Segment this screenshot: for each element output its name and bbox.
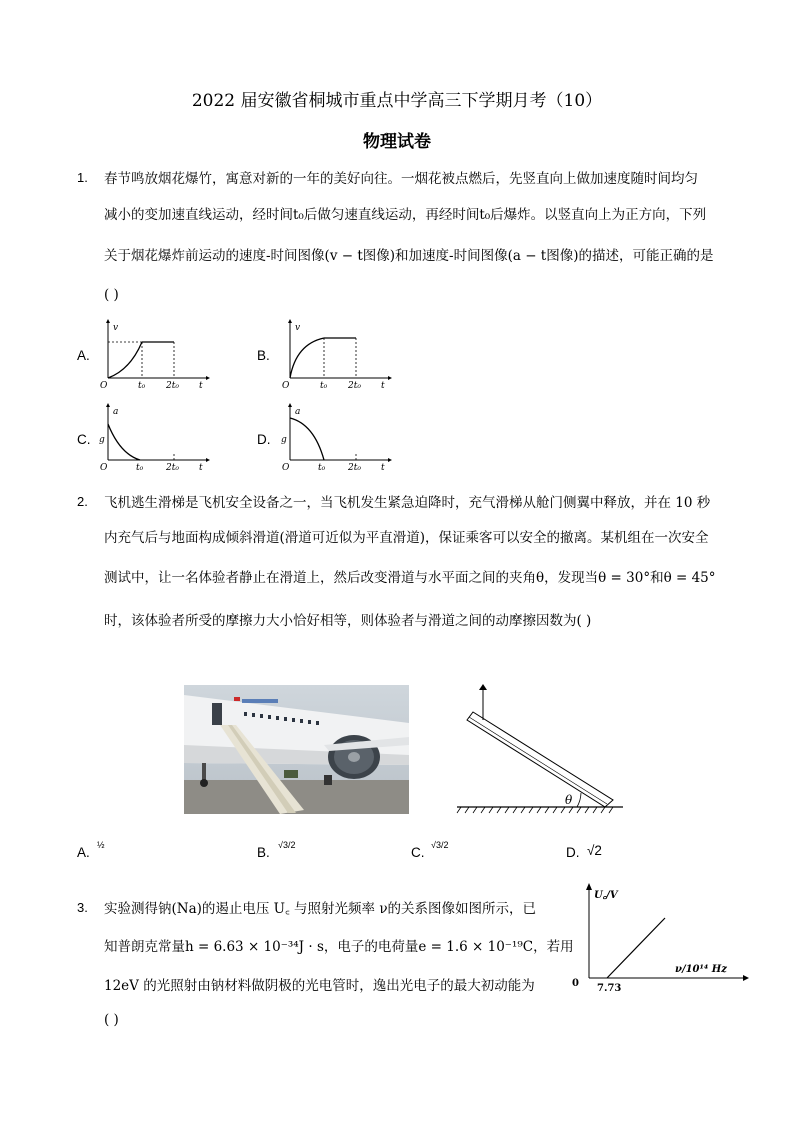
question-text-line: 减小的变加速直线运动，经时间t₀后做匀速直线运动，再经时间t₀后爆炸。以竖直向上为正方向，下列 bbox=[104, 207, 707, 223]
question-text-line: 飞机逃生滑梯是飞机安全设备之一，当飞机发生紧急迫降时，充气滑梯从舱门侧翼中释放，并在 10 秒 bbox=[104, 495, 711, 511]
question-number: 3. bbox=[77, 900, 88, 915]
slide-incline-diagram bbox=[455, 684, 625, 819]
g-label: g bbox=[281, 435, 287, 445]
option-value: ½ bbox=[97, 840, 105, 850]
question-text-line: 测试中，让一名体验者静止在滑道上，然后改变滑道与水平面之间的夹角θ，发现当θ = 30°和θ = 45° bbox=[104, 570, 716, 586]
page-subtitle: 物理试卷 bbox=[363, 132, 431, 152]
origin-label: O bbox=[100, 381, 108, 390]
graph-b-vt bbox=[280, 318, 395, 390]
axis-label: a bbox=[295, 407, 301, 417]
question-number: 2. bbox=[77, 494, 88, 509]
question-text-line: 关于烟花爆炸前运动的速度-时间图像(v − t图像)和加速度-时间图像(a − t图像)的描述，可能正确的是 bbox=[104, 248, 714, 264]
tick-label: t₀ bbox=[138, 381, 146, 390]
graph-d-at bbox=[280, 402, 395, 474]
option-label: A. bbox=[77, 348, 90, 363]
intercept-label: 7.73 bbox=[597, 983, 622, 994]
option-label: B. bbox=[257, 845, 270, 860]
origin-label: O bbox=[282, 463, 290, 473]
page-title: 2022 届安徽省桐城市重点中学高三下学期月考（10） bbox=[191, 91, 603, 111]
axis-label: t bbox=[199, 463, 203, 473]
question-text-line: 知普朗克常量h = 6.63 × 10⁻³⁴J · s，电子的电荷量e = 1.6 × 10⁻¹⁹C，若用 bbox=[104, 939, 574, 955]
option-label: A. bbox=[77, 845, 90, 860]
option-label: D. bbox=[566, 845, 580, 860]
option-value: √3/2 bbox=[431, 840, 449, 850]
question-number: 1. bbox=[77, 170, 88, 185]
origin-label: O bbox=[100, 463, 108, 473]
tick-label: 2t₀ bbox=[166, 381, 179, 390]
axis-label: v bbox=[113, 323, 119, 333]
tick-label: t₀ bbox=[136, 463, 144, 473]
option-label: B. bbox=[257, 348, 270, 363]
y-axis-label: U꜀/V bbox=[594, 890, 618, 901]
option-label: D. bbox=[257, 432, 271, 447]
question-text-line: 实验测得钠(Na)的遏止电压 U꜀ 与照射光频率 ν的关系图像如图所示，已 bbox=[104, 901, 537, 917]
option-label: C. bbox=[77, 432, 91, 447]
airplane-slide-photo bbox=[184, 685, 409, 814]
axis-label: t bbox=[381, 381, 385, 390]
origin-label: O bbox=[282, 381, 290, 390]
g-label: g bbox=[99, 435, 105, 445]
stopping-voltage-graph bbox=[567, 882, 752, 997]
tick-label: 2t₀ bbox=[166, 463, 179, 473]
theta-label: θ bbox=[565, 793, 573, 807]
tick-label: t₀ bbox=[320, 381, 328, 390]
question-text-line: 12eV 的光照射由钠材料做阴极的光电管时，逸出光电子的最大初动能为 bbox=[104, 978, 535, 994]
question-text-line: 时，该体验者所受的摩擦力大小恰好相等，则体验者与滑道之间的动摩擦因数为( ) bbox=[104, 613, 592, 629]
axis-label: t bbox=[381, 463, 385, 473]
option-value: √2 bbox=[587, 843, 602, 858]
tick-label: 2t₀ bbox=[348, 463, 361, 473]
tick-label: t₀ bbox=[318, 463, 326, 473]
graph-c-at bbox=[98, 402, 213, 474]
axis-label: t bbox=[199, 381, 203, 390]
graph-a-vt bbox=[98, 318, 213, 390]
question-text-line: ( ) bbox=[104, 287, 119, 303]
tick-label: 2t₀ bbox=[348, 381, 361, 390]
question-text-line: ( ) bbox=[104, 1012, 119, 1028]
x-axis-label: ν/10¹⁴ Hz bbox=[675, 964, 727, 975]
option-value: √3/2 bbox=[278, 840, 296, 850]
axis-label: v bbox=[295, 323, 301, 333]
option-label: C. bbox=[411, 845, 425, 860]
axis-label: a bbox=[113, 407, 119, 417]
origin-label: 0 bbox=[572, 978, 579, 989]
question-text-line: 内充气后与地面构成倾斜滑道(滑道可近似为平直滑道)，保证乘客可以安全的撤离。某机组在一次安全 bbox=[104, 530, 709, 546]
question-text-line: 春节鸣放烟花爆竹，寓意对新的一年的美好向往。一烟花被点燃后，先竖直向上做加速度随时间均匀 bbox=[104, 171, 698, 187]
